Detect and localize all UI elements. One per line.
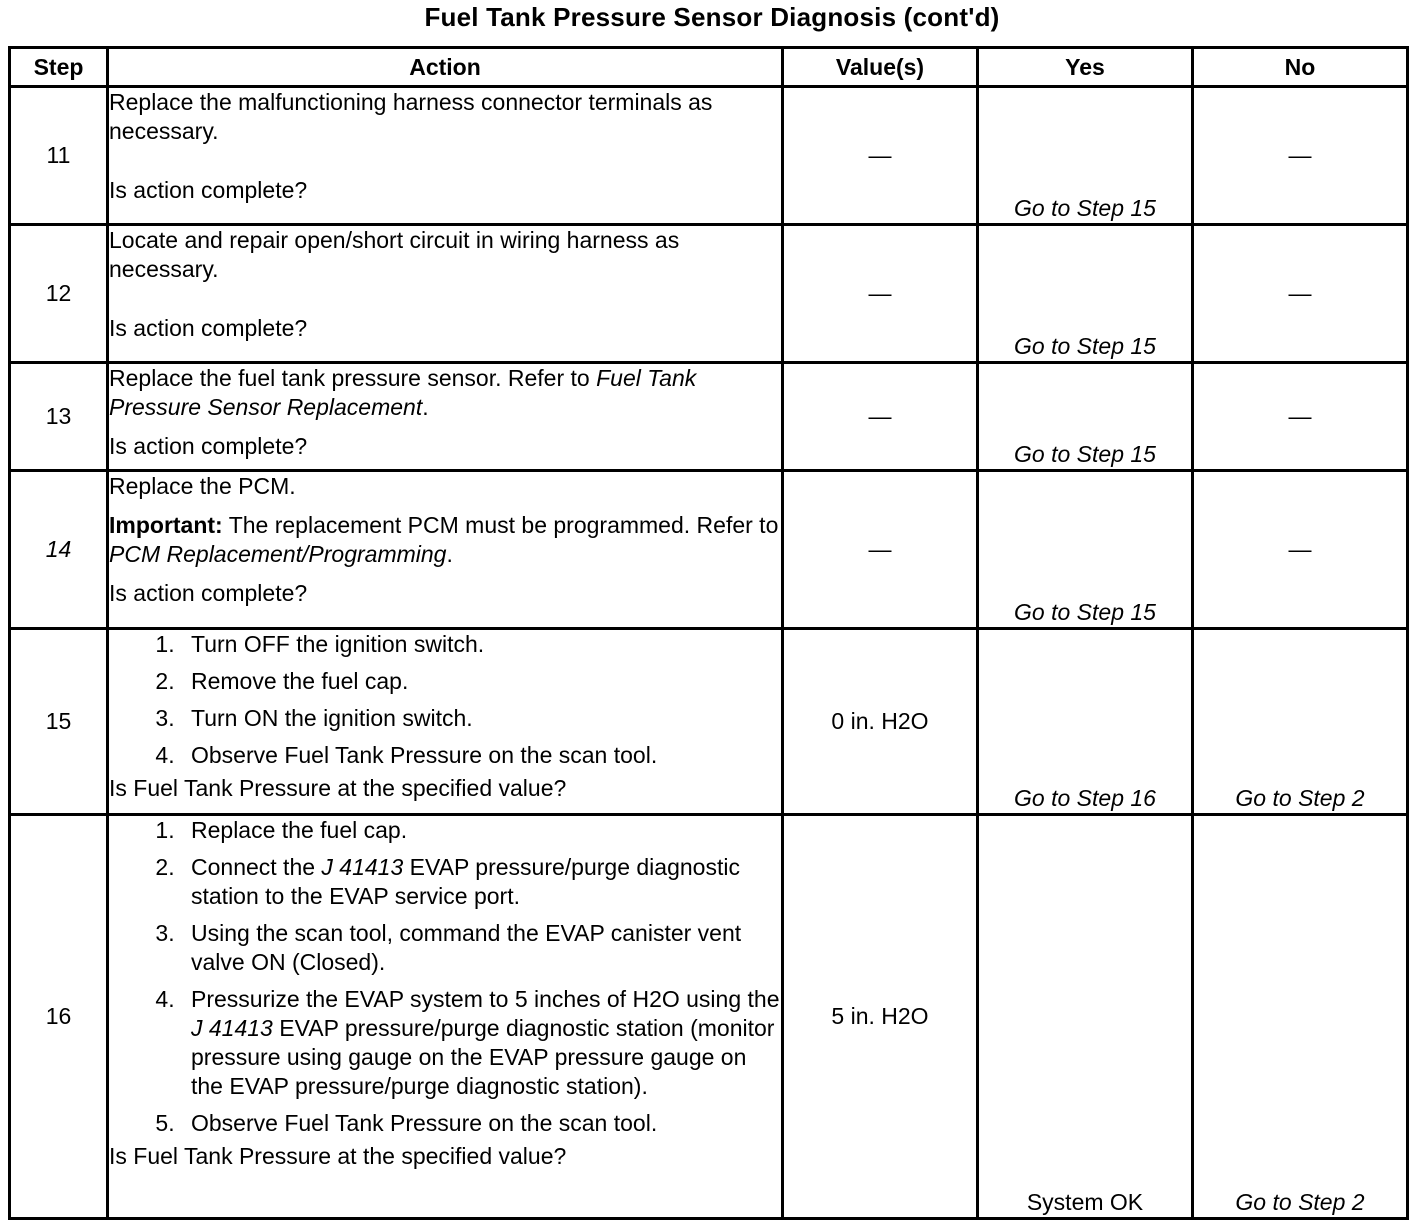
table-row (10, 629, 1408, 815)
procedure-reference-link[interactable]: PCM Replacement/Programming (109, 541, 447, 567)
value-cell: — (783, 471, 978, 629)
procedure-reference-link[interactable]: Fuel Tank Pressure Sensor Replacement (109, 365, 697, 420)
action-text (109, 364, 781, 422)
list-item: 5. Observe Fuel Tank Pressure on the scan tool. (181, 1109, 781, 1138)
action-text: Locate and repair open/short circuit in wiring harness as necessary. (109, 227, 680, 282)
list-item: 3. Turn ON the ignition switch. (181, 704, 781, 733)
important-suffix: . (446, 541, 453, 567)
important-text: The replacement PCM must be programmed. Refer to (222, 512, 779, 538)
step-number: 13 (10, 363, 108, 471)
yes-cell: Go to Step 15 (978, 87, 1193, 225)
action-cell (108, 225, 783, 363)
list-item: 1. Replace the fuel cap. (181, 816, 781, 845)
value-cell: 5 in. H2O (783, 815, 978, 1219)
procedure-list (109, 816, 781, 1138)
step-number: 14 (10, 471, 108, 629)
header-action: Action (108, 48, 783, 87)
tool-reference: J 41413 (321, 854, 404, 880)
action-question: Is action complete? (109, 433, 308, 459)
header-step: Step (10, 48, 108, 87)
tool-reference: J 41413 (191, 1015, 273, 1041)
item-text: Connect the (191, 854, 322, 880)
step-number: 15 (10, 629, 108, 815)
list-item: 2. Remove the fuel cap. (181, 667, 781, 696)
yes-cell: System OK (978, 815, 1193, 1219)
action-text-suffix: . (422, 394, 429, 420)
action-question: Is action complete? (109, 580, 308, 606)
list-item: 1. Turn OFF the ignition switch. (181, 630, 781, 659)
action-question: Is action complete? (109, 315, 308, 341)
value-cell: — (783, 87, 978, 225)
value-cell: 0 in. H2O (783, 629, 978, 815)
list-item: 4. Observe Fuel Tank Pressure on the scan tool. (181, 741, 781, 770)
table-row (10, 225, 1408, 363)
table-row (10, 363, 1408, 471)
item-text: EVAP pressure/purge diagnostic station to the EVAP service port. (191, 854, 740, 909)
no-cell: — (1193, 225, 1408, 363)
page-title: Fuel Tank Pressure Sensor Diagnosis (cont'd) (424, 2, 1000, 32)
no-cell: — (1193, 471, 1408, 629)
action-question: Is action complete? (109, 177, 308, 203)
action-cell (108, 363, 783, 471)
step-number: 12 (10, 225, 108, 363)
action-question: Is Fuel Tank Pressure at the specified value? (109, 775, 567, 801)
table-row (10, 471, 1408, 629)
action-text: Replace the malfunctioning harness connector terminals as necessary. (109, 89, 713, 144)
action-text-prefix: Replace the fuel tank pressure sensor. Refer to (109, 365, 597, 391)
value-cell: — (783, 225, 978, 363)
no-cell: — (1193, 87, 1408, 225)
header-row (10, 48, 1408, 87)
table-row (10, 87, 1408, 225)
action-cell (108, 815, 783, 1219)
procedure-list (109, 630, 781, 770)
diagnosis-table (8, 46, 1409, 1220)
header-values: Value(s) (783, 48, 978, 87)
item-text: Pressurize the EVAP system to 5 inches of H2O using the (191, 986, 780, 1012)
list-item (181, 985, 781, 1101)
list-item (181, 853, 781, 911)
action-text: Replace the PCM. (109, 473, 296, 499)
important-note (109, 511, 781, 569)
action-cell (108, 471, 783, 629)
action-cell (108, 629, 783, 815)
no-cell: Go to Step 2 (1193, 815, 1408, 1219)
value-cell: — (783, 363, 978, 471)
list-item: 3. Using the scan tool, command the EVAP canister vent valve ON (Closed). (181, 919, 781, 977)
yes-cell: Go to Step 15 (978, 363, 1193, 471)
table-row (10, 815, 1408, 1219)
action-question: Is Fuel Tank Pressure at the specified value? (109, 1143, 567, 1169)
no-cell: Go to Step 2 (1193, 629, 1408, 815)
item-text: EVAP pressure/purge diagnostic station (monitor pressure using gauge on the EVAP pressure gauge on the EVAP pressure/purge diagnostic station). (191, 1015, 775, 1099)
yes-cell: Go to Step 15 (978, 471, 1193, 629)
action-cell (108, 87, 783, 225)
step-number: 16 (10, 815, 108, 1219)
no-cell: — (1193, 363, 1408, 471)
step-number: 11 (10, 87, 108, 225)
header-yes: Yes (978, 48, 1193, 87)
yes-cell: Go to Step 15 (978, 225, 1193, 363)
header-no: No (1193, 48, 1408, 87)
yes-cell: Go to Step 16 (978, 629, 1193, 815)
important-label: Important: (109, 512, 223, 538)
